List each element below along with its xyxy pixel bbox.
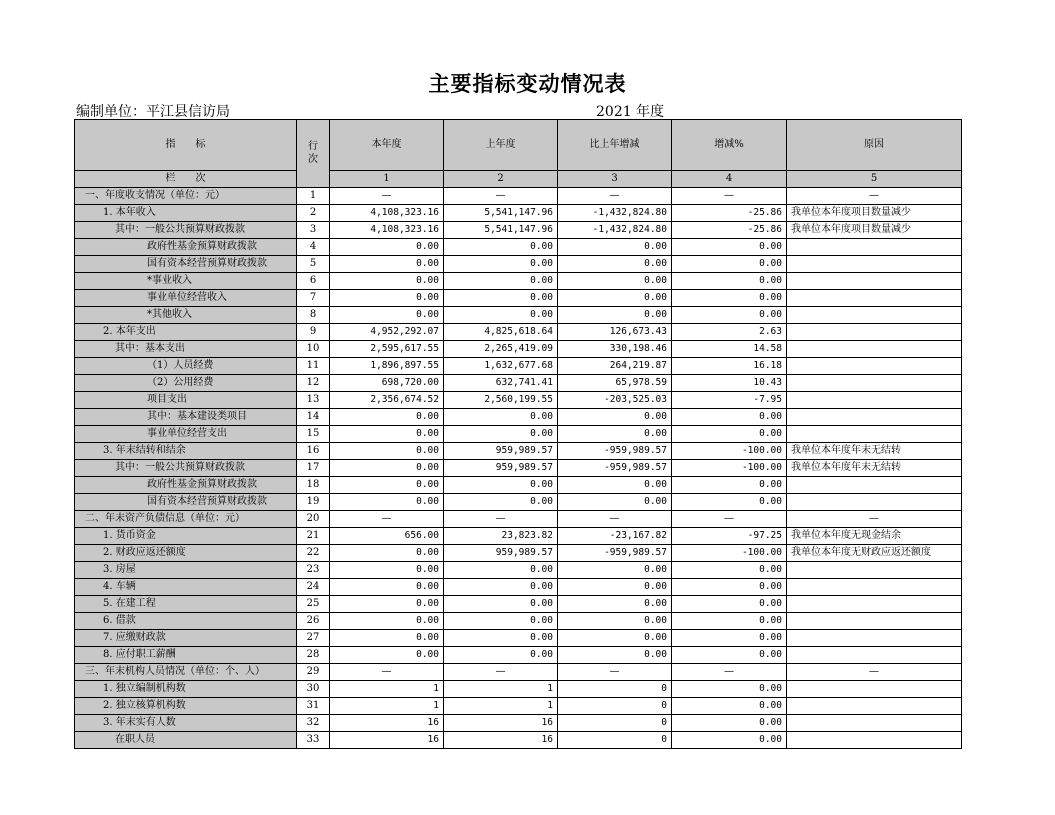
reason-text <box>787 341 962 358</box>
current-year-value: 0.00 <box>330 579 444 596</box>
change-value: -1,432,824.80 <box>558 222 672 239</box>
row-label: 1. 货币资金 <box>75 528 297 545</box>
row-label: 国有资本经营预算财政拨款 <box>75 494 297 511</box>
table-row <box>75 630 962 647</box>
current-year-value: 1,896,897.55 <box>330 358 444 375</box>
change-pct-value: -100.00 <box>672 460 787 477</box>
page-title: 主要指标变动情况表 <box>428 71 627 96</box>
current-year-value: 656.00 <box>330 528 444 545</box>
table-row <box>75 715 962 732</box>
table-row <box>75 664 962 681</box>
header-previous-year: 上年度 <box>444 120 558 171</box>
table-row <box>75 477 962 494</box>
row-number: 5 <box>297 256 330 273</box>
change-value: -203,525.03 <box>558 392 672 409</box>
previous-year-value: 0.00 <box>444 256 558 273</box>
current-year-value: 698,720.00 <box>330 375 444 392</box>
reason-text <box>787 630 962 647</box>
reason-text <box>787 392 962 409</box>
change-pct-value: 0.00 <box>672 494 787 511</box>
change-pct-value: 0.00 <box>672 715 787 732</box>
row-label: 4. 车辆 <box>75 579 297 596</box>
change-pct-value: -100.00 <box>672 545 787 562</box>
column-number-2: 2 <box>444 171 558 188</box>
change-value: 65,978.59 <box>558 375 672 392</box>
change-pct-value: — <box>672 664 787 681</box>
previous-year-value: 1 <box>444 681 558 698</box>
reason-text: 我单位本年度无现金结余 <box>787 528 962 545</box>
change-pct-value: 16.18 <box>672 358 787 375</box>
row-number: 16 <box>297 443 330 460</box>
header-row-number <box>297 120 330 188</box>
change-value: 0.00 <box>558 426 672 443</box>
row-label: 5. 在建工程 <box>75 596 297 613</box>
change-pct-value: 10.43 <box>672 375 787 392</box>
change-pct-value: 0.00 <box>672 273 787 290</box>
current-year-value: 0.00 <box>330 290 444 307</box>
report-year: 2021 年度 <box>596 104 665 120</box>
previous-year-value: 0.00 <box>444 630 558 647</box>
previous-year-value: 0.00 <box>444 426 558 443</box>
change-value: 264,219.87 <box>558 358 672 375</box>
current-year-value: 2,356,674.52 <box>330 392 444 409</box>
current-year-value: 16 <box>330 715 444 732</box>
column-number-label: 栏 次 <box>75 171 297 188</box>
previous-year-value: — <box>444 188 558 205</box>
row-number: 11 <box>297 358 330 375</box>
current-year-value: 0.00 <box>330 562 444 579</box>
row-number: 30 <box>297 681 330 698</box>
change-value: -959,989.57 <box>558 460 672 477</box>
table-row <box>75 562 962 579</box>
row-label: 三、年末机构人员情况（单位：个、人） <box>75 664 297 681</box>
change-pct-value: 0.00 <box>672 477 787 494</box>
change-pct-value: 0.00 <box>672 647 787 664</box>
header-current-year: 本年度 <box>330 120 444 171</box>
row-number: 13 <box>297 392 330 409</box>
reason-text: 我单位本年度项目数量减少 <box>787 205 962 222</box>
row-number: 4 <box>297 239 330 256</box>
reason-text <box>787 562 962 579</box>
row-number: 6 <box>297 273 330 290</box>
reason-text <box>787 375 962 392</box>
table-row <box>75 375 962 392</box>
table-row <box>75 358 962 375</box>
table-body <box>75 188 962 749</box>
previous-year-value: 959,989.57 <box>444 545 558 562</box>
row-label: （2）公用经费 <box>75 375 297 392</box>
change-value: — <box>558 188 672 205</box>
table-row <box>75 511 962 528</box>
current-year-value: 0.00 <box>330 443 444 460</box>
row-label: 7. 应缴财政款 <box>75 630 297 647</box>
change-value: 0.00 <box>558 596 672 613</box>
current-year-value: 0.00 <box>330 426 444 443</box>
change-value: 0 <box>558 698 672 715</box>
column-number-row <box>75 171 962 188</box>
current-year-value: 1 <box>330 681 444 698</box>
row-number: 17 <box>297 460 330 477</box>
row-label: 1. 独立编制机构数 <box>75 681 297 698</box>
current-year-value: 4,952,292.07 <box>330 324 444 341</box>
row-label: 其中：一般公共预算财政拨款 <box>75 460 297 477</box>
row-label: 项目支出 <box>75 392 297 409</box>
reason-text <box>787 273 962 290</box>
header-change: 比上年增减 <box>558 120 672 171</box>
row-number: 19 <box>297 494 330 511</box>
row-number: 26 <box>297 613 330 630</box>
previous-year-value: 0.00 <box>444 596 558 613</box>
row-label: 2. 财政应返还额度 <box>75 545 297 562</box>
row-number: 27 <box>297 630 330 647</box>
table-row <box>75 528 962 545</box>
header-row-number-text: 行次 <box>308 140 318 165</box>
current-year-value: 4,108,323.16 <box>330 222 444 239</box>
row-label: 在职人员 <box>75 732 297 749</box>
reason-text <box>787 426 962 443</box>
change-pct-value: -25.86 <box>672 222 787 239</box>
row-label: 其中：一般公共预算财政拨款 <box>75 222 297 239</box>
change-value: 0.00 <box>558 630 672 647</box>
column-number-4: 4 <box>672 171 787 188</box>
header-row <box>75 120 962 171</box>
change-value: 0.00 <box>558 256 672 273</box>
row-label: 2. 独立核算机构数 <box>75 698 297 715</box>
change-pct-value: 0.00 <box>672 698 787 715</box>
table-row <box>75 494 962 511</box>
row-label: 3. 房屋 <box>75 562 297 579</box>
row-number: 3 <box>297 222 330 239</box>
previous-year-value: 0.00 <box>444 409 558 426</box>
table-row <box>75 579 962 596</box>
header-change-pct: 增减% <box>672 120 787 171</box>
row-label: （1）人员经费 <box>75 358 297 375</box>
change-pct-value: 0.00 <box>672 409 787 426</box>
row-label: 2. 本年支出 <box>75 324 297 341</box>
row-label: 政府性基金预算财政拨款 <box>75 239 297 256</box>
table-row <box>75 409 962 426</box>
reason-text <box>787 239 962 256</box>
previous-year-value: 0.00 <box>444 307 558 324</box>
reason-text <box>787 290 962 307</box>
reason-text <box>787 358 962 375</box>
current-year-value: 16 <box>330 732 444 749</box>
row-label: 国有资本经营预算财政拨款 <box>75 256 297 273</box>
previous-year-value: 959,989.57 <box>444 443 558 460</box>
previous-year-value: 16 <box>444 732 558 749</box>
previous-year-value: — <box>444 511 558 528</box>
change-value: 0.00 <box>558 307 672 324</box>
table-row <box>75 324 962 341</box>
table-row <box>75 732 962 749</box>
current-year-value: 1 <box>330 698 444 715</box>
change-pct-value: 0.00 <box>672 681 787 698</box>
change-value: 0.00 <box>558 494 672 511</box>
row-number: 9 <box>297 324 330 341</box>
reason-text <box>787 596 962 613</box>
reason-text <box>787 681 962 698</box>
table-row <box>75 613 962 630</box>
row-label: 其中：基本建设类项目 <box>75 409 297 426</box>
change-pct-value: -97.25 <box>672 528 787 545</box>
change-pct-value: — <box>672 511 787 528</box>
row-number: 1 <box>297 188 330 205</box>
reason-text: — <box>787 664 962 681</box>
change-pct-value: 0.00 <box>672 579 787 596</box>
table-row <box>75 681 962 698</box>
reason-text <box>787 256 962 273</box>
reason-text: — <box>787 511 962 528</box>
previous-year-value: 16 <box>444 715 558 732</box>
table-row <box>75 290 962 307</box>
change-pct-value: — <box>672 188 787 205</box>
previous-year-value: 1 <box>444 698 558 715</box>
row-label: 6. 借款 <box>75 613 297 630</box>
reason-text <box>787 579 962 596</box>
change-value: 0.00 <box>558 290 672 307</box>
change-value: 126,673.43 <box>558 324 672 341</box>
change-value: 0.00 <box>558 477 672 494</box>
row-number: 14 <box>297 409 330 426</box>
table-row <box>75 239 962 256</box>
table-row <box>75 188 962 205</box>
row-label: 8. 应付职工薪酬 <box>75 647 297 664</box>
table-row <box>75 426 962 443</box>
previous-year-value: 959,989.57 <box>444 460 558 477</box>
change-value: 0.00 <box>558 409 672 426</box>
change-pct-value: -100.00 <box>672 443 787 460</box>
table-row <box>75 392 962 409</box>
row-number: 28 <box>297 647 330 664</box>
row-number: 23 <box>297 562 330 579</box>
change-pct-value: 0.00 <box>672 630 787 647</box>
previous-year-value: 1,632,677.68 <box>444 358 558 375</box>
row-number: 7 <box>297 290 330 307</box>
previous-year-value: 23,823.82 <box>444 528 558 545</box>
row-number: 8 <box>297 307 330 324</box>
change-value: — <box>558 511 672 528</box>
reason-text: 我单位本年度项目数量减少 <box>787 222 962 239</box>
change-value: 0.00 <box>558 613 672 630</box>
change-pct-value: 0.00 <box>672 613 787 630</box>
current-year-value: 0.00 <box>330 596 444 613</box>
previous-year-value: 0.00 <box>444 579 558 596</box>
reason-text <box>787 732 962 749</box>
row-number: 31 <box>297 698 330 715</box>
current-year-value: 0.00 <box>330 307 444 324</box>
previous-year-value: 2,265,419.09 <box>444 341 558 358</box>
current-year-value: 0.00 <box>330 613 444 630</box>
row-number: 33 <box>297 732 330 749</box>
row-label: *事业收入 <box>75 273 297 290</box>
reporting-unit: 编制单位：平江县信访局 <box>76 104 230 120</box>
change-pct-value: -25.86 <box>672 205 787 222</box>
reason-text <box>787 715 962 732</box>
change-pct-value: 2.63 <box>672 324 787 341</box>
table-row <box>75 647 962 664</box>
current-year-value: 0.00 <box>330 545 444 562</box>
previous-year-value: 0.00 <box>444 273 558 290</box>
row-label: 事业单位经营支出 <box>75 426 297 443</box>
indicator-table <box>74 119 962 749</box>
table-row <box>75 596 962 613</box>
current-year-value: 0.00 <box>330 239 444 256</box>
current-year-value: 0.00 <box>330 460 444 477</box>
previous-year-value: 0.00 <box>444 562 558 579</box>
row-number: 18 <box>297 477 330 494</box>
previous-year-value: 0.00 <box>444 613 558 630</box>
table-row <box>75 460 962 477</box>
change-value: 0.00 <box>558 239 672 256</box>
current-year-value: 4,108,323.16 <box>330 205 444 222</box>
column-number-5: 5 <box>787 171 962 188</box>
table-row <box>75 341 962 358</box>
change-value: 0.00 <box>558 273 672 290</box>
current-year-value: 0.00 <box>330 477 444 494</box>
row-number: 12 <box>297 375 330 392</box>
change-pct-value: 0.00 <box>672 307 787 324</box>
row-number: 22 <box>297 545 330 562</box>
row-number: 25 <box>297 596 330 613</box>
row-label: 一、年度收支情况（单位：元） <box>75 188 297 205</box>
current-year-value: 0.00 <box>330 256 444 273</box>
change-value: 330,198.46 <box>558 341 672 358</box>
current-year-value: 0.00 <box>330 409 444 426</box>
reason-text <box>787 477 962 494</box>
change-value: -959,989.57 <box>558 545 672 562</box>
reason-text <box>787 324 962 341</box>
current-year-value: — <box>330 188 444 205</box>
previous-year-value: 0.00 <box>444 647 558 664</box>
row-label: *其他收入 <box>75 307 297 324</box>
change-pct-value: 0.00 <box>672 596 787 613</box>
previous-year-value: 632,741.41 <box>444 375 558 392</box>
row-number: 24 <box>297 579 330 596</box>
table-row <box>75 273 962 290</box>
previous-year-value: 5,541,147.96 <box>444 205 558 222</box>
change-value: 0.00 <box>558 647 672 664</box>
previous-year-value: 0.00 <box>444 494 558 511</box>
change-pct-value: 0.00 <box>672 426 787 443</box>
current-year-value: — <box>330 664 444 681</box>
header-reason: 原因 <box>787 120 962 171</box>
reason-text <box>787 698 962 715</box>
reason-text <box>787 494 962 511</box>
change-pct-value: 0.00 <box>672 562 787 579</box>
change-value: 0 <box>558 732 672 749</box>
row-number: 15 <box>297 426 330 443</box>
row-label: 3. 年末结转和结余 <box>75 443 297 460</box>
row-label: 1. 本年收入 <box>75 205 297 222</box>
change-value: -23,167.82 <box>558 528 672 545</box>
change-pct-value: 0.00 <box>672 290 787 307</box>
reason-text: 我单位本年度无财政应返还额度 <box>787 545 962 562</box>
reason-text: 我单位本年度年末无结转 <box>787 443 962 460</box>
reason-text: 我单位本年度年末无结转 <box>787 460 962 477</box>
row-number: 21 <box>297 528 330 545</box>
table-row <box>75 256 962 273</box>
reason-text <box>787 647 962 664</box>
change-value: -1,432,824.80 <box>558 205 672 222</box>
header-indicator: 指 标 <box>75 120 297 171</box>
reason-text <box>787 613 962 630</box>
previous-year-value: 2,560,199.55 <box>444 392 558 409</box>
change-value: 0 <box>558 715 672 732</box>
change-value: — <box>558 664 672 681</box>
table-row <box>75 443 962 460</box>
previous-year-value: 4,825,618.64 <box>444 324 558 341</box>
row-label: 二、年末资产负债信息（单位：元） <box>75 511 297 528</box>
table-row <box>75 545 962 562</box>
reason-text: — <box>787 188 962 205</box>
current-year-value: 0.00 <box>330 630 444 647</box>
current-year-value: 0.00 <box>330 494 444 511</box>
row-number: 2 <box>297 205 330 222</box>
change-pct-value: 14.58 <box>672 341 787 358</box>
table-row <box>75 205 962 222</box>
change-value: 0.00 <box>558 562 672 579</box>
current-year-value: 0.00 <box>330 273 444 290</box>
column-number-1: 1 <box>330 171 444 188</box>
previous-year-value: 0.00 <box>444 477 558 494</box>
previous-year-value: 0.00 <box>444 239 558 256</box>
table-row <box>75 222 962 239</box>
row-label: 其中：基本支出 <box>75 341 297 358</box>
change-pct-value: 0.00 <box>672 732 787 749</box>
reason-text <box>787 307 962 324</box>
change-value: 0 <box>558 681 672 698</box>
reason-text <box>787 409 962 426</box>
change-pct-value: 0.00 <box>672 256 787 273</box>
row-number: 32 <box>297 715 330 732</box>
row-number: 20 <box>297 511 330 528</box>
row-label: 政府性基金预算财政拨款 <box>75 477 297 494</box>
previous-year-value: 0.00 <box>444 290 558 307</box>
current-year-value: 2,595,617.55 <box>330 341 444 358</box>
table-row <box>75 698 962 715</box>
change-value: 0.00 <box>558 579 672 596</box>
column-number-3: 3 <box>558 171 672 188</box>
table-row <box>75 307 962 324</box>
row-number: 10 <box>297 341 330 358</box>
current-year-value: — <box>330 511 444 528</box>
change-pct-value: 0.00 <box>672 239 787 256</box>
current-year-value: 0.00 <box>330 647 444 664</box>
change-pct-value: -7.95 <box>672 392 787 409</box>
row-number: 29 <box>297 664 330 681</box>
row-label: 3. 年末实有人数 <box>75 715 297 732</box>
previous-year-value: 5,541,147.96 <box>444 222 558 239</box>
change-value: -959,989.57 <box>558 443 672 460</box>
row-label: 事业单位经营收入 <box>75 290 297 307</box>
previous-year-value: — <box>444 664 558 681</box>
